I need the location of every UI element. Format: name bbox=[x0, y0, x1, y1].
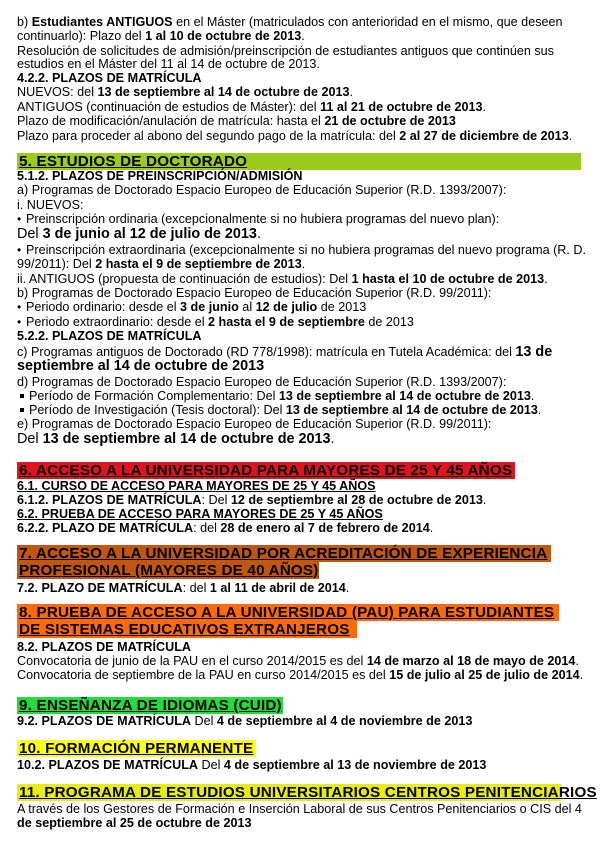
text-line: i. NUEVOS: bbox=[17, 198, 84, 212]
text-line: 6.2.2. PLAZO DE MATRÍCULA: del 28 de enero al 7 de febrero de 2014. bbox=[17, 521, 434, 535]
text-line: 6.1.2. PLAZOS DE MATRÍCULA: Del 12 de septiembre al 28 de octubre de 2013. bbox=[17, 493, 487, 507]
section-heading-idiomas: 9. ENSEÑANZA DE IDIOMAS (CUID) bbox=[19, 697, 282, 714]
text-line: c) Programas antiguos de Doctorado (RD 778/1998): matrícula en Tutela Académica: del 13 de bbox=[17, 344, 553, 360]
text-line: Del 3 de junio al 12 de julio de 2013. bbox=[17, 226, 261, 242]
subsection-heading: 5.1.2. PLAZOS DE PREINSCRIPCIÓN/ADMISIÓN bbox=[17, 169, 303, 183]
section-heading-mayores: 6. ACCESO A LA UNIVERSIDAD PARA MAYORES DE 25 Y 45 AÑOS bbox=[17, 462, 515, 479]
subsection-heading: 5.2.2. PLAZOS DE MATRÍCULA bbox=[17, 329, 202, 343]
text-line: Del 13 de septiembre al 14 de octubre de 2013. bbox=[17, 431, 335, 447]
bullet-item: • Periodo ordinario: desde el 3 de junio al 12 de julio de 2013 bbox=[17, 300, 366, 315]
text-line: d) Programas de Doctorado Espacio Europeo de Educación Superior (R.D. 1393/2007): bbox=[17, 375, 507, 389]
text-line: Convocatoria de septiembre de la PAU en curso 2014/2015 es del 15 de julio al 25 de julio de 2014. bbox=[17, 668, 584, 682]
text-line: e) Programas de Doctorado Espacio Europeo de Educación Superior (R.D. 99/2011): bbox=[17, 417, 492, 431]
text-line: estudios en el Máster del 11 al 14 de octubre de 2013. bbox=[17, 57, 320, 71]
text-line: Plazo para proceder al abono del segundo pago de la matrícula: del 2 al 27 de diciembre de 2013. bbox=[17, 129, 573, 143]
text-line: continuarlo): Plazo del 1 al 10 de octubre de 2013. bbox=[17, 29, 305, 43]
subsection-heading: 6.2. PRUEBA DE ACCESO PARA MAYORES DE 25 Y 45 AÑOS bbox=[17, 507, 383, 521]
text-line: 99/2011): Del 2 hasta el 9 de septiembre de 2013. bbox=[17, 257, 306, 271]
bullet-item: • Periodo extraordinario: desde el 2 hasta el 9 de septiembre de 2013 bbox=[17, 315, 414, 330]
text-line: Convocatoria de junio de la PAU en el curso 2014/2015 es del 14 de marzo al 18 de mayo de 2014. bbox=[17, 654, 579, 668]
text-line: 10.2. PLAZOS DE MATRÍCULA Del 4 de septiembre al 13 de noviembre de 2013 bbox=[17, 758, 487, 772]
bullet-item: • Preinscripción extraordinaria (excepcionalmente si no hubiera programas del nuevo programa (R. D. bbox=[17, 243, 586, 258]
text-line: 9.2. PLAZOS DE MATRÍCULA Del 4 de septiembre al 4 de noviembre de 2013 bbox=[17, 714, 473, 728]
subsection-heading: 8.2. PLAZOS DE MATRÍCULA bbox=[17, 640, 191, 654]
text-line: Resolución de solicitudes de admisión/preinscripción de estudiantes antiguos que continúen sus bbox=[17, 44, 554, 58]
text-line: NUEVOS: del 13 de septiembre al 14 de octubre de 2013. bbox=[17, 85, 353, 99]
text-line: ii. ANTIGUOS (propuesta de continuación de estudios): Del 1 hasta el 10 de octubre de 2013. bbox=[17, 272, 548, 286]
text-line: 7.2. PLAZO DE MATRÍCULA: del 1 al 11 de abril de 2014. bbox=[17, 581, 350, 595]
bullet-item: Período de Investigación (Tesis doctoral): Del 13 de septiembre al 14 de octubre de 2013. bbox=[17, 403, 541, 418]
text-line: A través de los Gestores de Formación e Inserción Laboral de sus Centros Penitenciarios o CIS del 4 bbox=[17, 802, 582, 816]
text-line: b) Programas de Doctorado Espacio Europeo de Educación Superior (R.D. 99/2011): bbox=[17, 286, 492, 300]
bullet-item: Período de Formación Complementario: Del 13 de septiembre al 14 de octubre de 2013. bbox=[17, 389, 534, 404]
section-heading-doctorado: 5. ESTUDIOS DE DOCTORADO bbox=[17, 153, 581, 170]
section-heading-formacion: 10. FORMACIÓN PERMANENTE bbox=[17, 740, 256, 757]
subsection-heading: 6.1. CURSO DE ACCESO PARA MAYORES DE 25 Y 45 AÑOS bbox=[17, 479, 376, 493]
section-heading-acreditacion-cont: PROFESIONAL (MAYORES DE 40 AÑOS) bbox=[19, 562, 319, 579]
text-line: a) Programas de Doctorado Espacio Europeo de Educación Superior (R.D. 1393/2007): bbox=[17, 183, 507, 197]
text-line: b) Estudiantes ANTIGUOS en el Máster (matriculados con anterioridad en el mismo, que deseen bbox=[17, 15, 563, 29]
text-line: de septiembre al 25 de octubre de 2013 bbox=[17, 816, 252, 830]
section-heading-pau-cont: DE SISTEMAS EDUCATIVOS EXTRANJEROS bbox=[17, 621, 357, 638]
text-line: Plazo de modificación/anulación de matrícula: hasta el 21 de octubre de 2013 bbox=[17, 114, 456, 128]
section-heading-penitenciarios: 11. PROGRAMA DE ESTUDIOS UNIVERSITARIOS CENTROS PENITENCIARIOS bbox=[19, 784, 597, 801]
text-line: ANTIGUOS (continuación de estudios de Máster): del 11 al 21 de octubre de 2013. bbox=[17, 100, 487, 114]
text-line: septiembre al 14 de octubre de 2013 bbox=[17, 358, 265, 374]
subsection-heading: 4.2.2. PLAZOS DE MATRÍCULA bbox=[17, 71, 202, 85]
section-heading-acreditacion: 7. ACCESO A LA UNIVERSIDAD POR ACREDITACIÓN DE EXPERIENCIA bbox=[17, 545, 551, 562]
section-heading-pau: 8. PRUEBA DE ACCESO A LA UNIVERSIDAD (PAU) PARA ESTUDIANTES bbox=[17, 604, 559, 621]
bullet-item: • Preinscripción ordinaria (excepcionalmente si no hubiera programas del nuevo plan): bbox=[17, 212, 499, 227]
